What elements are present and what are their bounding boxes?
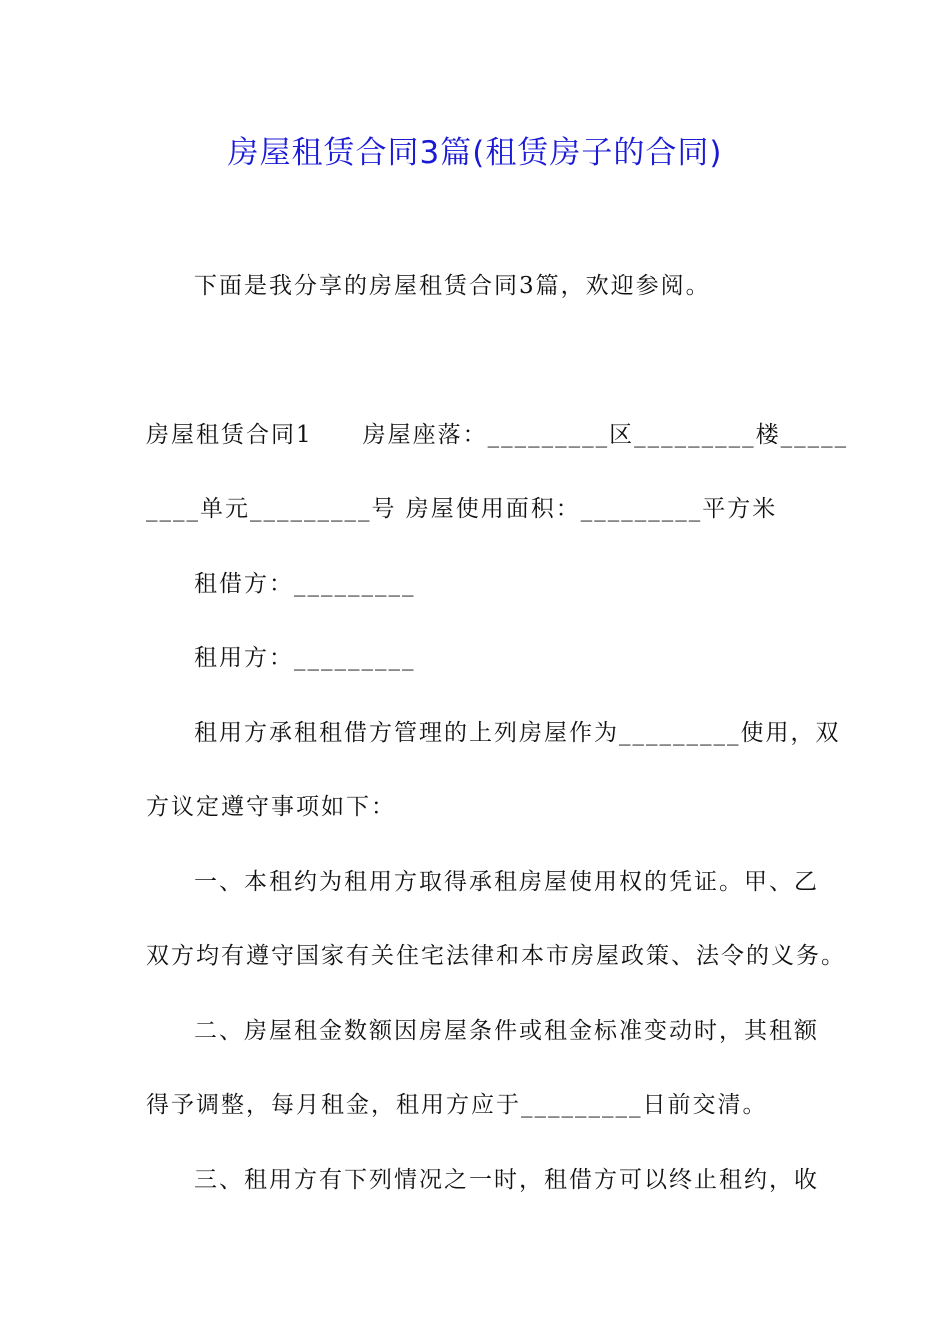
address-line: ____单元_________号 房屋使用面积：_________平方米 [146,496,778,522]
clause-3-line-1: 三、租用方有下列情况之一时，租借方可以终止租约，收 [194,1167,819,1193]
lessor-line: 租借方：_________ [194,571,416,597]
contract-heading-line: 房屋租赁合同1 房屋座落：_________区_________楼_____ [146,422,849,448]
purpose-line: 租用方承租租借方管理的上列房屋作为_________使用，双 [194,720,841,746]
lessee-line: 租用方：_________ [194,645,416,671]
agreement-line: 方议定遵守事项如下： [146,794,396,820]
clause-2-line-2: 得予调整，每月租金，租用方应于_________日前交清。 [146,1092,768,1118]
clause-1-line-2: 双方均有遵守国家有关住宅法律和本市房屋政策、法令的义务。 [146,943,846,969]
clause-2-line-1: 二、房屋租金数额因房屋条件或租金标准变动时，其租额 [194,1018,819,1044]
intro-paragraph: 下面是我分享的房屋租赁合同3篇，欢迎参阅。 [194,273,711,299]
clause-1-line-1: 一、本租约为租用方取得承租房屋使用权的凭证。甲、乙 [194,869,819,895]
document-title: 房屋租赁合同3篇(租赁房子的合同) [227,135,723,171]
